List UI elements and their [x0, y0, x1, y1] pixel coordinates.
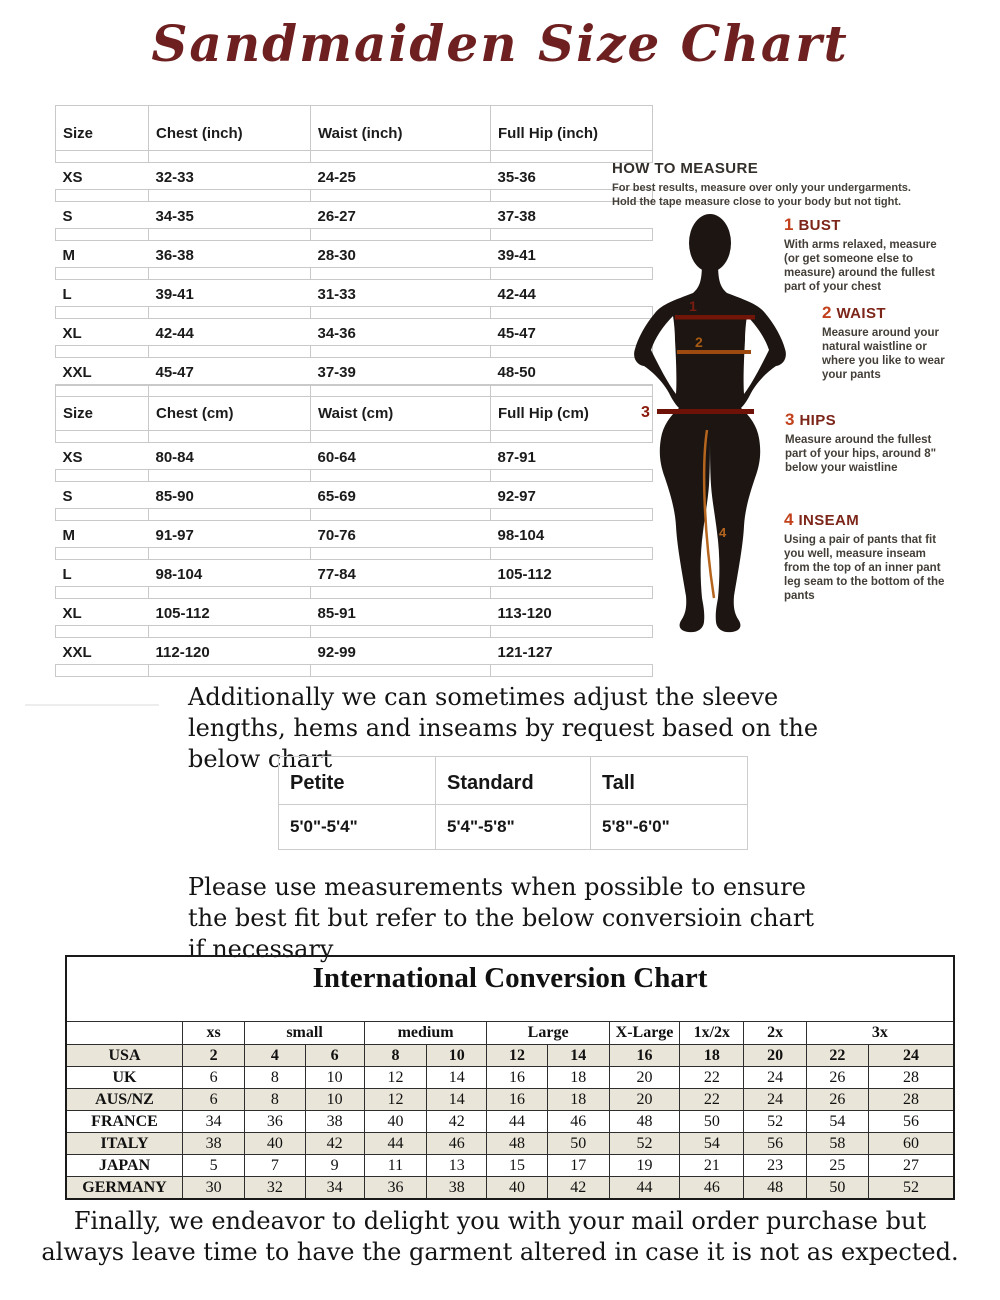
- table-cell: FRANCE: [66, 1111, 183, 1133]
- figure-marker-4: 4: [719, 525, 727, 540]
- table-cell: 56: [869, 1111, 955, 1133]
- table-cell: 70-76: [311, 521, 491, 548]
- table-row: [56, 599, 653, 626]
- table-row: [279, 805, 748, 850]
- hip-measure-line: [657, 409, 754, 414]
- table-cell: 44: [609, 1177, 679, 1200]
- table-cell: 28: [869, 1067, 955, 1089]
- table-cell: 46: [547, 1111, 609, 1133]
- table-cell: 52: [869, 1177, 955, 1200]
- spacer-cell: [311, 509, 491, 521]
- spacer-cell: [56, 268, 149, 280]
- table-cell: 56: [744, 1133, 806, 1155]
- table-row: [66, 1111, 954, 1133]
- group-header: X-Large: [609, 1022, 679, 1045]
- column-header: Waist (cm): [311, 386, 491, 431]
- table-cell: 26: [806, 1067, 868, 1089]
- column-header: Full Hip (cm): [491, 386, 653, 431]
- spacer-row: [56, 151, 653, 163]
- table-cell: 12: [364, 1089, 426, 1111]
- table-cell: 60-64: [311, 443, 491, 470]
- table-cell: 44: [364, 1133, 426, 1155]
- table-cell: 10: [427, 1045, 487, 1067]
- step-label: HIPS: [799, 412, 837, 429]
- table-cell: 16: [609, 1045, 679, 1067]
- table-row: [66, 1133, 954, 1155]
- table-cell: 8: [245, 1089, 305, 1111]
- step-number: 4: [784, 510, 794, 529]
- corner-cell: [66, 1022, 183, 1045]
- measure-step-inseam: [784, 510, 950, 603]
- table-row: [66, 1067, 954, 1089]
- table-cell: 38: [427, 1177, 487, 1200]
- table-row: [56, 241, 653, 268]
- column-header: Tall: [591, 757, 748, 805]
- table-cell: 40: [364, 1111, 426, 1133]
- spacer-cell: [149, 509, 311, 521]
- spacer-cell: [56, 190, 149, 202]
- table-cell: 19: [609, 1155, 679, 1177]
- measure-step-waist: [822, 303, 962, 382]
- spacer-cell: [56, 587, 149, 599]
- table-cell: XS: [56, 163, 149, 190]
- table-cell: 80-84: [149, 443, 311, 470]
- table-row: [56, 319, 653, 346]
- table-cell: S: [56, 482, 149, 509]
- table-cell: 46: [680, 1177, 744, 1200]
- table-cell: 60: [869, 1133, 955, 1155]
- table-cell: XXL: [56, 358, 149, 385]
- table-cell: 28: [869, 1089, 955, 1111]
- table-cell: 22: [680, 1089, 744, 1111]
- spacer-cell: [56, 151, 149, 163]
- column-header: Full Hip (inch): [491, 106, 653, 151]
- table-row: [56, 638, 653, 665]
- size-table-inch-header-row: [56, 106, 653, 151]
- adjust-note: Additionally we can sometimes adjust the sleeve lengths, hems and inseams by request based on the below chart: [188, 683, 819, 773]
- table-cell: 58: [806, 1133, 868, 1155]
- table-cell: 38: [305, 1111, 364, 1133]
- spacer-cell: [311, 665, 491, 677]
- spacer-row: [56, 587, 653, 599]
- group-header: medium: [364, 1022, 487, 1045]
- table-cell: 6: [305, 1045, 364, 1067]
- table-cell: 44: [487, 1111, 547, 1133]
- step-text: Measure around the fullest part of your hips, around 8" below your waistline: [785, 434, 937, 474]
- table-cell: 21: [680, 1155, 744, 1177]
- table-row: [66, 1045, 954, 1067]
- table-cell: 26: [806, 1089, 868, 1111]
- spacer-cell: [149, 307, 311, 319]
- table-cell: 30: [183, 1177, 245, 1200]
- group-header: 2x: [744, 1022, 806, 1045]
- table-cell: 22: [806, 1045, 868, 1067]
- table-cell: 35-36: [491, 163, 653, 190]
- column-header: Standard: [436, 757, 591, 805]
- conversion-header-row: [66, 1022, 954, 1045]
- size-table-inch: [55, 105, 653, 397]
- table-cell: 105-112: [491, 560, 653, 587]
- table-cell: 31-33: [311, 280, 491, 307]
- table-cell: 5'8"-6'0": [591, 805, 748, 850]
- how-to-measure-intro: [612, 181, 972, 209]
- spacer-row: [56, 626, 653, 638]
- table-cell: 92-97: [491, 482, 653, 509]
- column-header: Size: [56, 386, 149, 431]
- table-cell: 34: [183, 1111, 245, 1133]
- table-cell: 9: [305, 1155, 364, 1177]
- table-cell: 15: [487, 1155, 547, 1177]
- table-cell: GERMANY: [66, 1177, 183, 1200]
- table-cell: 5: [183, 1155, 245, 1177]
- table-row: [56, 202, 653, 229]
- group-header: 3x: [806, 1022, 954, 1045]
- intro-line: For best results, measure over only your undergarments.: [612, 182, 911, 194]
- step-number: 2: [822, 303, 832, 322]
- spacer-cell: [56, 346, 149, 358]
- table-cell: 10: [305, 1067, 364, 1089]
- table-cell: 40: [245, 1133, 305, 1155]
- table-row: [56, 482, 653, 509]
- group-header: 1x/2x: [680, 1022, 744, 1045]
- spacer-cell: [311, 470, 491, 482]
- step-number: 1: [784, 215, 794, 234]
- table-cell: 28-30: [311, 241, 491, 268]
- spacer-cell: [56, 470, 149, 482]
- table-cell: 24: [744, 1067, 806, 1089]
- spacer-cell: [149, 346, 311, 358]
- table-cell: 12: [487, 1045, 547, 1067]
- table-row: [66, 1177, 954, 1200]
- faint-divider: [25, 704, 159, 706]
- closing-note: Finally, we endeavor to delight you with your mail order purchase but always leave time to have the garment altered in case it is not as expected.: [41, 1207, 959, 1266]
- table-cell: 4: [245, 1045, 305, 1067]
- table-cell: 121-127: [491, 638, 653, 665]
- table-cell: 105-112: [149, 599, 311, 626]
- table-cell: JAPAN: [66, 1155, 183, 1177]
- table-cell: 42: [305, 1133, 364, 1155]
- spacer-row: [56, 509, 653, 521]
- table-cell: ITALY: [66, 1133, 183, 1155]
- spacer-row: [56, 470, 653, 482]
- column-header: Petite: [279, 757, 436, 805]
- spacer-cell: [149, 229, 311, 241]
- table-cell: 14: [427, 1067, 487, 1089]
- group-header: small: [245, 1022, 365, 1045]
- table-cell: 26-27: [311, 202, 491, 229]
- table-cell: 50: [806, 1177, 868, 1200]
- table-cell: USA: [66, 1045, 183, 1067]
- spacer-cell: [149, 151, 311, 163]
- step-label: INSEAM: [798, 512, 860, 529]
- spacer-row: [56, 346, 653, 358]
- table-cell: XXL: [56, 638, 149, 665]
- column-header: Waist (inch): [311, 106, 491, 151]
- table-cell: 52: [744, 1111, 806, 1133]
- table-cell: 5'4"-5'8": [436, 805, 591, 850]
- step-text: Measure around your natural waistline or where you like to wear your pants: [822, 327, 945, 381]
- size-table-cm-header-row: [56, 386, 653, 431]
- spacer-cell: [311, 346, 491, 358]
- table-cell: 38: [183, 1133, 245, 1155]
- table-cell: UK: [66, 1067, 183, 1089]
- table-cell: 18: [547, 1067, 609, 1089]
- table-cell: 27: [869, 1155, 955, 1177]
- table-cell: 13: [427, 1155, 487, 1177]
- table-cell: 112-120: [149, 638, 311, 665]
- spacer-cell: [311, 151, 491, 163]
- figure-marker-2: 2: [695, 334, 703, 350]
- table-cell: XS: [56, 443, 149, 470]
- table-cell: 46: [427, 1133, 487, 1155]
- page-title: Sandmaiden Size Chart: [151, 14, 849, 73]
- spacer-cell: [311, 548, 491, 560]
- table-cell: 48: [609, 1111, 679, 1133]
- spacer-cell: [149, 268, 311, 280]
- table-cell: 20: [609, 1089, 679, 1111]
- table-cell: 6: [183, 1067, 245, 1089]
- spacer-cell: [311, 190, 491, 202]
- table-cell: AUS/NZ: [66, 1089, 183, 1111]
- group-header: Large: [487, 1022, 610, 1045]
- table-cell: 22: [680, 1067, 744, 1089]
- table-row: [66, 1155, 954, 1177]
- body-silhouette-figure: [615, 210, 805, 645]
- table-cell: 18: [680, 1045, 744, 1067]
- table-cell: 54: [680, 1133, 744, 1155]
- spacer-row: [56, 268, 653, 280]
- waist-measure-line: [677, 350, 751, 354]
- spacer-cell: [56, 665, 149, 677]
- spacer-row: [56, 229, 653, 241]
- table-cell: 6: [183, 1089, 245, 1111]
- spacer-cell: [491, 665, 653, 677]
- spacer-cell: [56, 626, 149, 638]
- table-cell: 52: [609, 1133, 679, 1155]
- spacer-cell: [56, 229, 149, 241]
- measure-step-bust: [784, 215, 944, 294]
- table-row: [56, 280, 653, 307]
- bust-measure-line: [675, 315, 755, 320]
- spacer-cell: [149, 626, 311, 638]
- table-cell: 32-33: [149, 163, 311, 190]
- table-cell: 42: [547, 1177, 609, 1200]
- table-cell: L: [56, 560, 149, 587]
- table-cell: 37-38: [491, 202, 653, 229]
- spacer-row: [56, 307, 653, 319]
- table-cell: 113-120: [491, 599, 653, 626]
- table-cell: 2: [183, 1045, 245, 1067]
- table-cell: 17: [547, 1155, 609, 1177]
- table-cell: S: [56, 202, 149, 229]
- spacer-row: [56, 431, 653, 443]
- column-header: Chest (inch): [149, 106, 311, 151]
- table-cell: 18: [547, 1089, 609, 1111]
- spacer-row: [56, 665, 653, 677]
- spacer-cell: [311, 431, 491, 443]
- spacer-cell: [56, 509, 149, 521]
- table-cell: 42: [427, 1111, 487, 1133]
- table-cell: 39-41: [491, 241, 653, 268]
- table-cell: 45-47: [149, 358, 311, 385]
- table-cell: L: [56, 280, 149, 307]
- table-cell: XL: [56, 319, 149, 346]
- table-cell: 92-99: [311, 638, 491, 665]
- table-cell: 48: [487, 1133, 547, 1155]
- table-cell: 48-50: [491, 358, 653, 385]
- table-cell: 65-69: [311, 482, 491, 509]
- step-label: WAIST: [836, 305, 886, 322]
- how-to-measure-title: HOW TO MEASURE: [612, 160, 759, 177]
- table-cell: 8: [364, 1045, 426, 1067]
- international-conversion-chart: [65, 955, 955, 1200]
- table-cell: 87-91: [491, 443, 653, 470]
- spacer-cell: [149, 665, 311, 677]
- table-cell: 8: [245, 1067, 305, 1089]
- table-cell: 36-38: [149, 241, 311, 268]
- table-cell: 45-47: [491, 319, 653, 346]
- group-header: xs: [183, 1022, 245, 1045]
- step-text: With arms relaxed, measure (or get someone else to measure) around the fullest part of your chest: [784, 239, 937, 293]
- table-cell: M: [56, 521, 149, 548]
- measure-step-hips: [785, 410, 945, 475]
- table-cell: 42-44: [149, 319, 311, 346]
- spacer-cell: [311, 307, 491, 319]
- table-cell: 7: [245, 1155, 305, 1177]
- column-header: Chest (cm): [149, 386, 311, 431]
- table-cell: 14: [427, 1089, 487, 1111]
- table-cell: 25: [806, 1155, 868, 1177]
- figure-marker-3: 3: [641, 404, 650, 421]
- table-cell: 54: [806, 1111, 868, 1133]
- table-cell: 14: [547, 1045, 609, 1067]
- table-row: [66, 1089, 954, 1111]
- table-cell: 24: [744, 1089, 806, 1111]
- conversion-title-row: [66, 956, 954, 1022]
- how-to-measure-panel: [612, 160, 972, 660]
- spacer-cell: [149, 587, 311, 599]
- table-row: [56, 443, 653, 470]
- table-cell: M: [56, 241, 149, 268]
- spacer-cell: [56, 548, 149, 560]
- table-row: [56, 358, 653, 385]
- table-cell: 32: [245, 1177, 305, 1200]
- table-cell: 48: [744, 1177, 806, 1200]
- table-cell: 23: [744, 1155, 806, 1177]
- table-cell: 34: [305, 1177, 364, 1200]
- table-cell: 24: [869, 1045, 955, 1067]
- step-label: BUST: [798, 217, 841, 234]
- table-cell: 50: [680, 1111, 744, 1133]
- figure-marker-1: 1: [689, 298, 697, 314]
- spacer-cell: [56, 431, 149, 443]
- step-text: Using a pair of pants that fit you well, measure inseam from the top of an inner pant leg seam to the bottom of the pants: [784, 534, 945, 602]
- spacer-cell: [149, 190, 311, 202]
- spacer-row: [56, 190, 653, 202]
- table-cell: 36: [364, 1177, 426, 1200]
- table-cell: 42-44: [491, 280, 653, 307]
- table-row: [56, 521, 653, 548]
- spacer-cell: [311, 268, 491, 280]
- size-table-cm: [55, 385, 653, 677]
- measurement-note: Please use measurements when possible to ensure the best fit but refer to the below conversioin chart if necessary: [188, 873, 814, 963]
- table-cell: 98-104: [491, 521, 653, 548]
- table-cell: 37-39: [311, 358, 491, 385]
- column-header: Size: [56, 106, 149, 151]
- table-cell: 39-41: [149, 280, 311, 307]
- table-cell: 85-91: [311, 599, 491, 626]
- spacer-cell: [149, 431, 311, 443]
- table-cell: 40: [487, 1177, 547, 1200]
- table-cell: 36: [245, 1111, 305, 1133]
- table-cell: 10: [305, 1089, 364, 1111]
- table-cell: 34-36: [311, 319, 491, 346]
- table-row: [56, 163, 653, 190]
- table-cell: 34-35: [149, 202, 311, 229]
- table-cell: 5'0"-5'4": [279, 805, 436, 850]
- spacer-cell: [311, 626, 491, 638]
- table-cell: 98-104: [149, 560, 311, 587]
- table-cell: 20: [744, 1045, 806, 1067]
- table-cell: 16: [487, 1067, 547, 1089]
- table-cell: 16: [487, 1089, 547, 1111]
- table-cell: 11: [364, 1155, 426, 1177]
- spacer-row: [56, 548, 653, 560]
- table-cell: 20: [609, 1067, 679, 1089]
- table-cell: 12: [364, 1067, 426, 1089]
- table-cell: 85-90: [149, 482, 311, 509]
- table-cell: 50: [547, 1133, 609, 1155]
- height-table-header-row: [279, 757, 748, 805]
- spacer-cell: [311, 587, 491, 599]
- table-row: [56, 560, 653, 587]
- height-range-table: [278, 756, 748, 850]
- table-cell: 24-25: [311, 163, 491, 190]
- spacer-cell: [56, 307, 149, 319]
- intro-line: Hold the tape measure close to your body but not tight.: [612, 196, 902, 208]
- spacer-cell: [149, 470, 311, 482]
- step-number: 3: [785, 410, 795, 429]
- spacer-cell: [311, 229, 491, 241]
- table-cell: XL: [56, 599, 149, 626]
- spacer-cell: [149, 548, 311, 560]
- table-cell: 77-84: [311, 560, 491, 587]
- conversion-chart-title: International Conversion Chart: [66, 956, 954, 1022]
- table-cell: 91-97: [149, 521, 311, 548]
